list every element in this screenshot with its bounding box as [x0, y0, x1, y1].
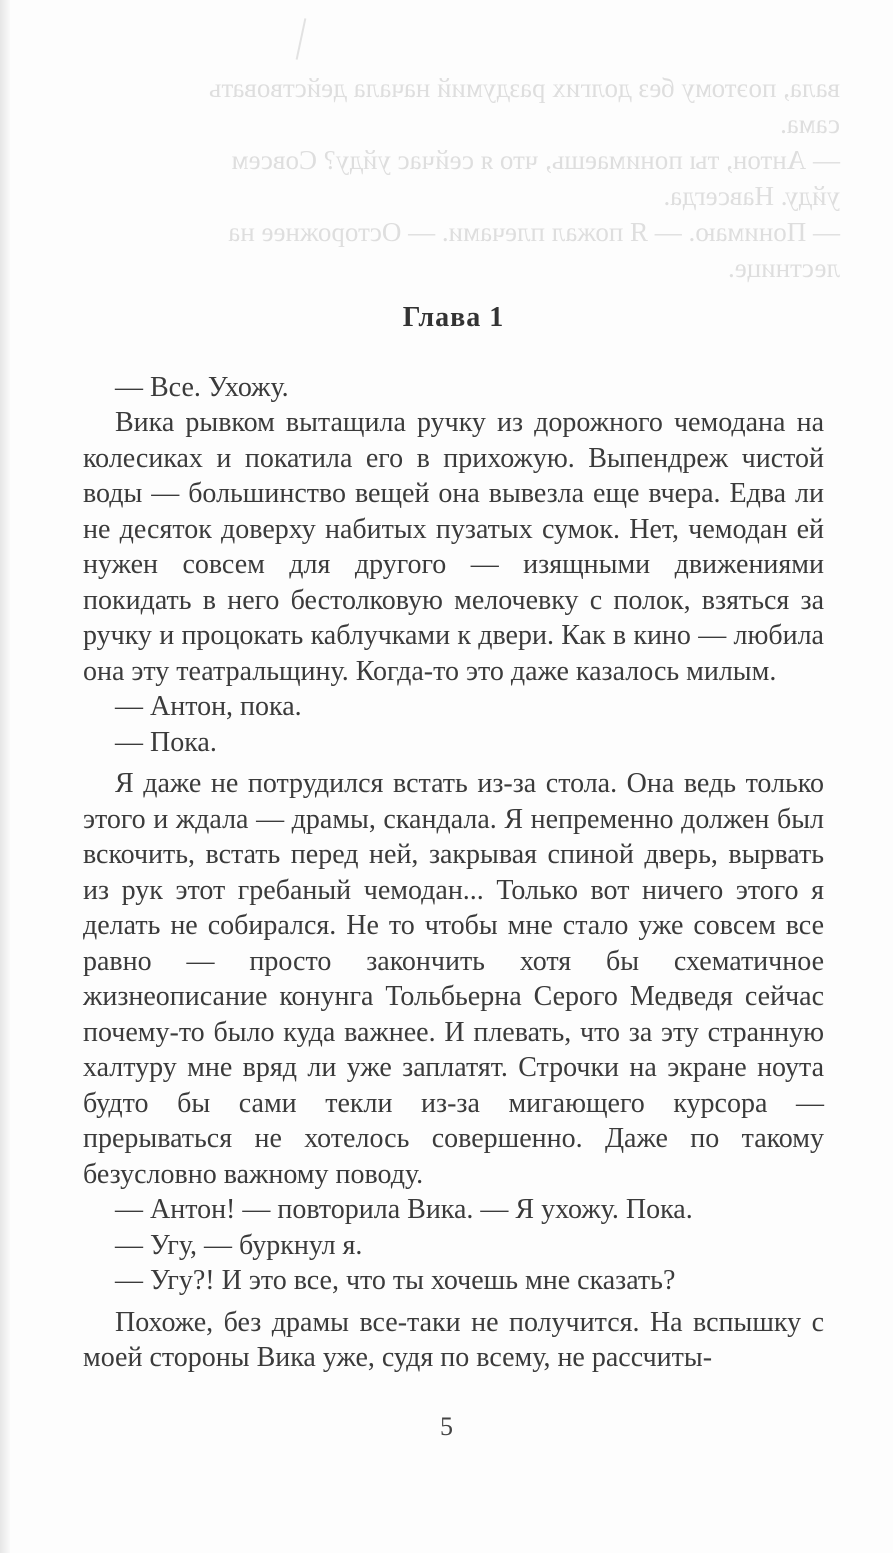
- pen-mark: [296, 18, 307, 59]
- paragraph-narration: Вика рывком вытащила ручку из дорожного чемодана на колесиках и покатила его в прихожую. Выпендреж чистой воды — большинство вещей она вывезла еще вчера. Едва ли не десяток доверху набитых пузатых сумок. Нет, чемодан ей нужен совсем для другого — изящными движениями покидать в него бестолковую мелочевку с полок, взяться за ручку и процокать каблучками к двери. Как в кино — любила она эту театральщину. Когда-то это даже казалось милым.: [83, 407, 824, 687]
- page-edge-shadow: [0, 0, 10, 1553]
- show-through-text: [20, 70, 840, 286]
- show-through-line: сама.: [780, 109, 840, 139]
- paragraph-dialog: — Антон! — повторила Вика. — Я ухожу. Пока.: [115, 1194, 693, 1225]
- paragraph-dialog: — Антон, пока.: [115, 691, 302, 722]
- chapter-title: Глава 1: [402, 302, 505, 333]
- paragraph-dialog: — Угу, — буркнул я.: [115, 1229, 363, 1261]
- page-body: [83, 300, 824, 1376]
- show-through-line: уйду. Навсегда.: [663, 181, 840, 211]
- paragraph-narration: Я даже не потрудился встать из-за стола. Она ведь только этого и ждала — драмы, скандала. Я непременно должен был вскочить, встать перед ней, закрывая спиной дверь, вырвать из рук этот гребаный чемодан... Только вот ничего этого я делать не собирался. Не то чтобы мне стало уже совсем все равно — просто закончить хотя бы схематичное жизнеописание конунга Тольбьерна Серого Медведя сейчас почему-то было куда важнее. И плевать, что за эту странную халтуру мне вряд ли уже заплатят. Строчки на экране ноута будто бы сами текли из-за мигающего курсора — прерываться не хотелось совершенно. Даже по такому безусловно важному поводу.: [83, 768, 824, 1190]
- paragraph-dialog: — Все. Ухожу.: [115, 371, 289, 403]
- paragraph-dialog: — Угу?! И это все, что ты хочешь мне сказать?: [115, 1265, 676, 1296]
- page-number: 5: [440, 1412, 453, 1441]
- show-through-line: вала, поэтому без долгих раздумий начала действовать: [209, 73, 840, 103]
- show-through-line: — Антон, ты понимаешь, что я сейчас уйду? Совсем: [231, 145, 840, 175]
- paragraph-narration: Похоже, без драмы все-таки не получится. На вспышку с моей стороны Вика уже, судя по всему, не рассчиты-: [83, 1306, 824, 1373]
- show-through-line: лестнице.: [728, 253, 840, 283]
- paragraph-dialog: — Пока.: [115, 726, 217, 758]
- show-through-line: — Понимаю. — Я пожал плечами. — Осторожнее на: [228, 217, 840, 247]
